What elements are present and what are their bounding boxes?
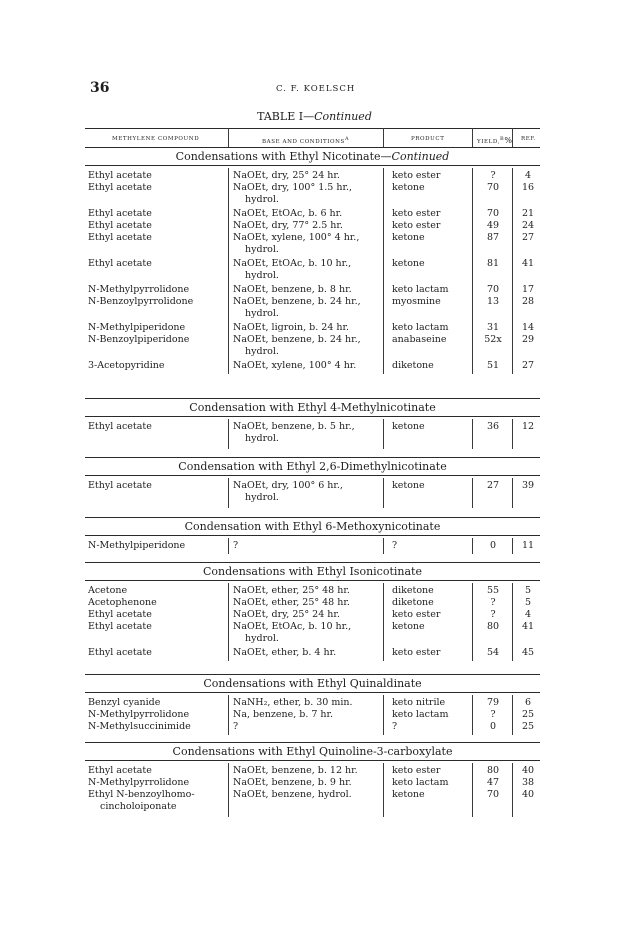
running-head: C. F. KOELSCH: [276, 84, 356, 94]
column-divider: [512, 478, 513, 508]
cell-methylene-compound: Ethyl acetate: [88, 480, 152, 491]
cell-product: ?: [392, 721, 398, 732]
column-divider: [472, 419, 473, 449]
cell-yield: 70: [486, 284, 500, 295]
cell-methylene-compound: Ethyl acetate: [88, 170, 152, 181]
cell-yield: 70: [486, 182, 500, 193]
cell-base-conditions: hydrol.: [245, 346, 279, 357]
column-divider: [472, 763, 473, 817]
column-divider: [383, 538, 384, 554]
cell-product: anabaseine: [392, 334, 447, 345]
header-bottom-rule: [85, 147, 540, 148]
cell-base-conditions: NaOEt, benzene, b. 24 hr.,: [233, 296, 361, 307]
header-divider: [383, 128, 384, 147]
cell-yield: 80: [486, 765, 500, 776]
column-divider: [228, 168, 229, 374]
section-heading: [85, 745, 540, 758]
cell-base-conditions: hydrol.: [245, 244, 279, 255]
cell-base-conditions: hydrol.: [245, 270, 279, 281]
cell-base-conditions: NaOEt, dry, 25° 24 hr.: [233, 170, 340, 181]
section-heading-text: Condensation with Ethyl 6-Methoxynicotinate: [184, 520, 441, 533]
header-base-conditions: [262, 136, 349, 145]
cell-methylene-compound: Ethyl acetate: [88, 621, 152, 632]
cell-methylene-compound: N-Benzoylpyrrolidone: [88, 296, 194, 307]
section-heading-italic: Continued: [391, 150, 450, 163]
column-divider: [228, 419, 229, 449]
cell-ref: 28: [521, 296, 535, 307]
cell-yield: 70: [486, 208, 500, 219]
section-heading: [85, 401, 540, 414]
section-heading: [85, 150, 540, 163]
cell-ref: 29: [521, 334, 535, 345]
section-rule: [85, 692, 540, 693]
cell-methylene-compound: N-Methylpyrrolidone: [88, 777, 190, 788]
section-close-rule: [85, 398, 540, 399]
cell-yield: 54: [486, 647, 500, 658]
column-divider: [512, 419, 513, 449]
cell-ref: 4: [524, 609, 532, 620]
cell-base-conditions: hydrol.: [245, 194, 279, 205]
section-rule: [85, 535, 540, 536]
section-rule: [85, 475, 540, 476]
cell-product: keto ester: [392, 609, 441, 620]
column-divider: [383, 168, 384, 374]
column-divider: [383, 763, 384, 817]
cell-product: keto ester: [392, 647, 441, 658]
section-heading-text: Condensations with Ethyl Quinoline-3-carboxylate: [172, 745, 453, 758]
cell-product: keto ester: [392, 170, 441, 181]
cell-methylene-compound: Ethyl acetate: [88, 220, 152, 231]
cell-ref: 21: [521, 208, 535, 219]
cell-base-conditions: hydrol.: [245, 492, 279, 503]
cell-methylene-compound: Ethyl acetate: [88, 647, 152, 658]
cell-methylene-compound: Ethyl acetate: [88, 258, 152, 269]
cell-ref: 38: [521, 777, 535, 788]
cell-methylene-compound: Ethyl acetate: [88, 609, 152, 620]
section-heading: [85, 565, 540, 578]
cell-methylene-compound: Ethyl acetate: [88, 208, 152, 219]
header-yield-unit: %: [504, 136, 513, 145]
cell-yield: 0: [489, 540, 497, 551]
cell-yield: ?: [490, 597, 496, 608]
cell-yield: ?: [490, 709, 496, 720]
cell-methylene-compound: N-Methylpiperidone: [88, 322, 186, 333]
section-rule: [85, 165, 540, 166]
cell-base-conditions: NaOEt, ether, b. 4 hr.: [233, 647, 337, 658]
column-divider: [383, 478, 384, 508]
column-divider: [512, 168, 513, 374]
column-divider: [228, 695, 229, 735]
cell-base-conditions: NaOEt, ether, 25° 48 hr.: [233, 597, 350, 608]
column-divider: [512, 538, 513, 554]
cell-ref: 5: [524, 585, 532, 596]
header-base-label: BASE AND CONDITIONS: [262, 138, 345, 145]
section-close-rule: [85, 674, 540, 675]
section-rule: [85, 580, 540, 581]
cell-yield: 47: [486, 777, 500, 788]
cell-base-conditions: NaOEt, ligroin, b. 24 hr.: [233, 322, 350, 333]
cell-methylene-compound: N-Methylpiperidone: [88, 540, 186, 551]
header-ref: REF.: [521, 136, 537, 142]
cell-ref: 25: [521, 721, 535, 732]
cell-methylene-compound: N-Methylsuccinimide: [88, 721, 191, 732]
cell-methylene-compound: Ethyl acetate: [88, 232, 152, 243]
column-divider: [228, 538, 229, 554]
cell-ref: 41: [521, 258, 535, 269]
cell-base-conditions: hydrol.: [245, 308, 279, 319]
section-heading-text: Condensation with Ethyl 4-Methylnicotinate: [189, 401, 436, 414]
header-base-footnote-mark: A: [344, 136, 350, 142]
cell-base-conditions: NaOEt, EtOAc, b. 10 hr.,: [233, 258, 352, 269]
cell-base-conditions: NaOEt, dry, 25° 24 hr.: [233, 609, 340, 620]
cell-base-conditions: NaOEt, benzene, b. 5 hr.,: [233, 421, 355, 432]
cell-yield: 49: [486, 220, 500, 231]
table-title: [0, 110, 629, 123]
cell-yield: 55: [486, 585, 500, 596]
cell-ref: 40: [521, 765, 535, 776]
cell-ref: 16: [521, 182, 535, 193]
cell-methylene-compound: Benzyl cyanide: [88, 697, 161, 708]
header-product: PRODUCT: [411, 136, 445, 142]
cell-base-conditions: Na, benzene, b. 7 hr.: [233, 709, 334, 720]
cell-product: ketone: [392, 421, 425, 432]
cell-yield: 0: [489, 721, 497, 732]
cell-base-conditions: NaOEt, benzene, b. 24 hr.,: [233, 334, 361, 345]
cell-base-conditions: NaOEt, benzene, hydrol.: [233, 789, 352, 800]
cell-ref: 5: [524, 597, 532, 608]
cell-product: keto nitrile: [392, 697, 446, 708]
cell-ref: 17: [521, 284, 535, 295]
cell-base-conditions: NaOEt, benzene, b. 8 hr.: [233, 284, 352, 295]
cell-yield: 52x: [484, 334, 502, 345]
column-divider: [472, 168, 473, 374]
cell-ref: 12: [521, 421, 535, 432]
cell-base-conditions: NaOEt, ether, 25° 48 hr.: [233, 585, 350, 596]
cell-product: diketone: [392, 360, 434, 371]
cell-product: ketone: [392, 182, 425, 193]
cell-yield: 80: [486, 621, 500, 632]
cell-ref: 24: [521, 220, 535, 231]
column-divider: [512, 695, 513, 735]
cell-methylene-compound: Ethyl N-benzoylhomo-: [88, 789, 195, 800]
header-divider: [228, 128, 229, 147]
cell-base-conditions: NaOEt, benzene, b. 9 hr.: [233, 777, 352, 788]
section-heading: [85, 460, 540, 473]
section-heading-text: Condensations with Ethyl Quinaldinate: [203, 677, 422, 690]
cell-methylene-compound: Acetone: [88, 585, 128, 596]
cell-ref: 11: [521, 540, 535, 551]
column-divider: [472, 583, 473, 661]
section-close-rule: [85, 742, 540, 743]
cell-base-conditions: ?: [233, 540, 239, 551]
section-close-rule: [85, 457, 540, 458]
cell-product: keto lactam: [392, 709, 449, 720]
cell-base-conditions: NaOEt, dry, 100° 1.5 hr.,: [233, 182, 353, 193]
section-heading: [85, 520, 540, 533]
cell-base-conditions: NaOEt, benzene, b. 12 hr.: [233, 765, 358, 776]
cell-yield: 27: [486, 480, 500, 491]
table-title-main: TABLE I—: [257, 110, 315, 123]
cell-product: keto ester: [392, 208, 441, 219]
cell-methylene-compound: Ethyl acetate: [88, 765, 152, 776]
cell-product: myosmine: [392, 296, 441, 307]
cell-product: diketone: [392, 585, 434, 596]
cell-methylene-compound: N-Methylpyrrolidone: [88, 709, 190, 720]
cell-base-conditions: NaOEt, EtOAc, b. 10 hr.,: [233, 621, 352, 632]
cell-yield: ?: [490, 609, 496, 620]
cell-base-conditions: NaOEt, xylene, 100° 4 hr.,: [233, 232, 360, 243]
cell-methylene-compound: 3-Acetopyridine: [88, 360, 165, 371]
cell-ref: 4: [524, 170, 532, 181]
cell-ref: 25: [521, 709, 535, 720]
header-divider: [512, 128, 513, 147]
cell-product: ?: [392, 540, 398, 551]
column-divider: [472, 478, 473, 508]
cell-product: ketone: [392, 258, 425, 269]
cell-ref: 40: [521, 789, 535, 800]
cell-product: ketone: [392, 480, 425, 491]
column-divider: [228, 583, 229, 661]
header-yield-footnote-mark: B: [500, 136, 505, 143]
header-divider: [472, 128, 473, 147]
section-heading: [85, 677, 540, 690]
column-divider: [228, 478, 229, 508]
column-divider: [228, 763, 229, 817]
cell-ref: 39: [521, 480, 535, 491]
cell-ref: 6: [524, 697, 532, 708]
column-divider: [512, 763, 513, 817]
cell-yield: 31: [486, 322, 500, 333]
cell-ref: 27: [521, 360, 535, 371]
cell-product: keto lactam: [392, 322, 449, 333]
cell-methylene-compound: N-Benzoylpiperidone: [88, 334, 190, 345]
cell-base-conditions: NaNH₂, ether, b. 30 min.: [233, 697, 353, 708]
cell-product: ketone: [392, 789, 425, 800]
cell-base-conditions: NaOEt, EtOAc, b. 6 hr.: [233, 208, 343, 219]
section-close-rule: [85, 517, 540, 518]
section-rule: [85, 416, 540, 417]
cell-yield: 13: [486, 296, 500, 307]
column-divider: [383, 419, 384, 449]
cell-product: ketone: [392, 621, 425, 632]
cell-base-conditions: hydrol.: [245, 633, 279, 644]
cell-product: keto ester: [392, 220, 441, 231]
cell-product: diketone: [392, 597, 434, 608]
section-heading-text: Condensations with Ethyl Isonicotinate: [203, 565, 422, 578]
cell-base-conditions: NaOEt, dry, 77° 2.5 hr.: [233, 220, 343, 231]
cell-product: keto lactam: [392, 284, 449, 295]
cell-yield: ?: [490, 170, 496, 181]
cell-ref: 27: [521, 232, 535, 243]
cell-base-conditions: hydrol.: [245, 433, 279, 444]
header-yield-label: YIELD,: [477, 139, 501, 145]
cell-product: keto ester: [392, 765, 441, 776]
cell-yield: 36: [486, 421, 500, 432]
cell-methylene-compound: cincholoiponate: [100, 801, 177, 812]
cell-methylene-compound: Acetophenone: [88, 597, 157, 608]
cell-ref: 14: [521, 322, 535, 333]
section-heading-text: Condensations with Ethyl Nicotinate—: [175, 150, 392, 163]
column-divider: [512, 583, 513, 661]
cell-base-conditions: NaOEt, dry, 100° 6 hr.,: [233, 480, 343, 491]
column-divider: [383, 695, 384, 735]
header-yield: [477, 136, 513, 145]
cell-base-conditions: NaOEt, xylene, 100° 4 hr.: [233, 360, 357, 371]
column-divider: [472, 695, 473, 735]
page-number: 36: [90, 80, 110, 96]
section-heading-text: Condensation with Ethyl 2,6-Dimethylnicotinate: [178, 460, 447, 473]
cell-yield: 81: [486, 258, 500, 269]
section-rule: [85, 760, 540, 761]
cell-methylene-compound: N-Methylpyrrolidone: [88, 284, 190, 295]
cell-yield: 51: [486, 360, 500, 371]
column-divider: [472, 538, 473, 554]
cell-yield: 87: [486, 232, 500, 243]
cell-methylene-compound: Ethyl acetate: [88, 421, 152, 432]
cell-ref: 41: [521, 621, 535, 632]
cell-ref: 45: [521, 647, 535, 658]
section-close-rule: [85, 562, 540, 563]
table-title-continued: Continued: [314, 110, 372, 123]
cell-yield: 70: [486, 789, 500, 800]
column-divider: [383, 583, 384, 661]
cell-base-conditions: ?: [233, 721, 239, 732]
header-methylene-compound: METHYLENE COMPOUND: [112, 136, 200, 142]
cell-yield: 79: [486, 697, 500, 708]
cell-methylene-compound: Ethyl acetate: [88, 182, 152, 193]
cell-product: ketone: [392, 232, 425, 243]
cell-product: keto lactam: [392, 777, 449, 788]
